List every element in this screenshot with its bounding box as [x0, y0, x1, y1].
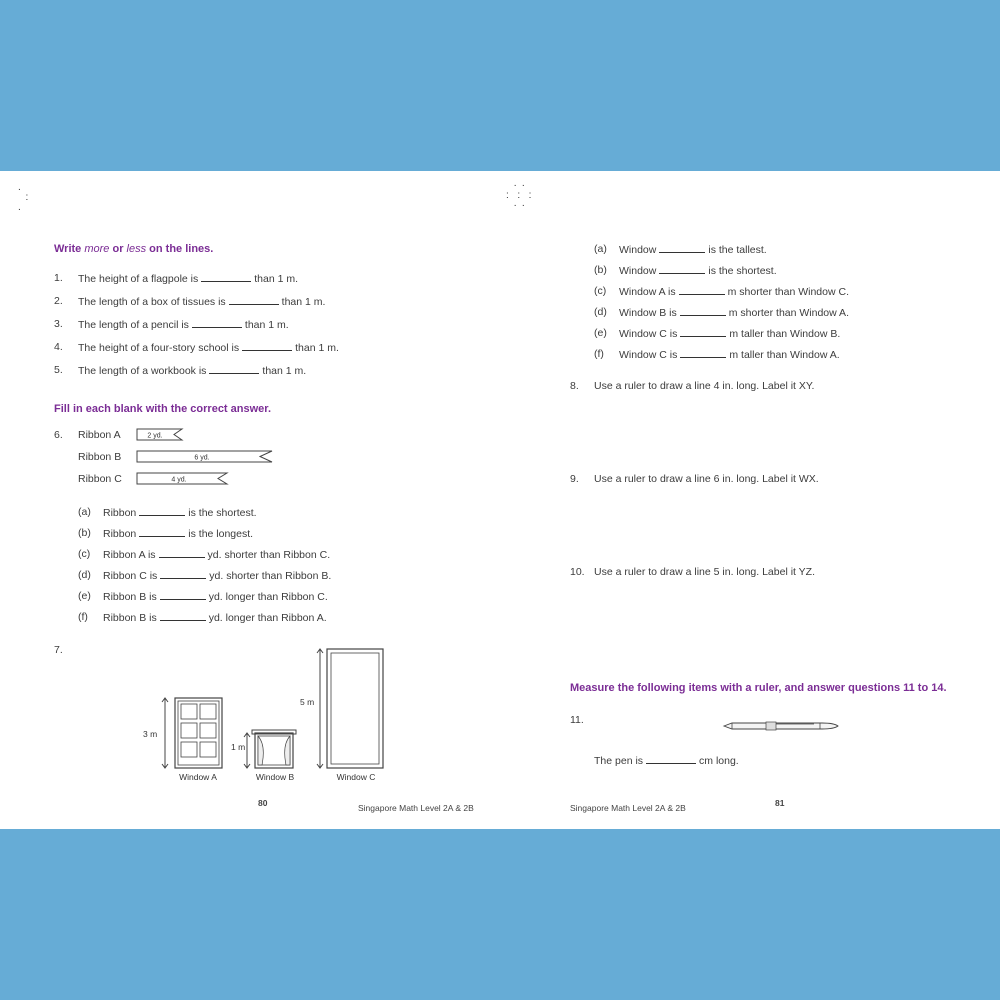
question-7a: [619, 243, 767, 256]
question-9-text: Use a ruler to draw a line 6 in. long. Label it WX.: [594, 473, 819, 485]
part-letter: (b): [78, 527, 91, 539]
question-number: 8.: [570, 380, 579, 392]
question-6a: [103, 506, 257, 519]
question-text: The pen is: [594, 755, 644, 767]
question-text: Ribbon B is: [103, 612, 157, 624]
question-6b: [103, 527, 253, 540]
window-c-height: 5 m: [300, 697, 315, 707]
windows-diagram: [130, 641, 400, 786]
window-b-label: Window B: [255, 772, 295, 782]
footer-title-left: Singapore Math Level 2A & 2B: [358, 803, 474, 813]
window-a-height: 3 m: [143, 729, 158, 739]
part-letter: (e): [594, 327, 607, 339]
answer-blank[interactable]: [160, 590, 206, 600]
question-number: 4.: [54, 341, 63, 353]
question-text: Window: [619, 265, 657, 277]
pen-icon: [722, 719, 840, 733]
answer-blank[interactable]: [139, 527, 185, 537]
question-10-text: Use a ruler to draw a line 5 in. long. Label it YZ.: [594, 566, 816, 578]
right-page: [500, 171, 1000, 829]
answer-blank[interactable]: [680, 348, 726, 358]
question-7f: [619, 348, 840, 361]
question-text: cm long.: [699, 755, 739, 767]
question-text: than 1 m.: [295, 342, 339, 354]
question-text: The height of a flagpole is: [78, 273, 199, 285]
question-text: is the tallest.: [708, 244, 767, 256]
question-6f: [103, 611, 327, 624]
window-a: [143, 698, 222, 782]
drawing-area-q8[interactable]: [594, 396, 974, 466]
question-text: yd. shorter than Ribbon B.: [209, 570, 332, 582]
heading-italic-less: less: [126, 243, 147, 255]
part-letter: (a): [78, 506, 91, 518]
question-number: 10.: [570, 566, 585, 578]
answer-blank[interactable]: [201, 272, 251, 282]
question-text: yd. longer than Ribbon C.: [208, 591, 328, 603]
question-6e: [103, 590, 328, 603]
window-c: [300, 649, 383, 782]
part-letter: (c): [78, 548, 91, 560]
question-text: Window: [619, 244, 657, 256]
question-text: The length of a box of tissues is: [78, 296, 226, 308]
part-letter: (e): [78, 590, 91, 602]
question-5: [78, 364, 306, 377]
question-text: is the shortest.: [188, 507, 257, 519]
question-text: than 1 m.: [262, 365, 307, 377]
question-number: 7.: [54, 644, 63, 656]
section-heading-measure: Measure the following items with a ruler, and answer questions 11 to 14.: [570, 682, 947, 694]
question-text: Window C is: [619, 349, 678, 361]
question-8-text: Use a ruler to draw a line 4 in. long. Label it XY.: [594, 380, 815, 392]
answer-blank[interactable]: [160, 569, 206, 579]
part-letter: (c): [594, 285, 607, 297]
page-corner-marks: · · : : : · ·: [506, 180, 533, 211]
answer-blank[interactable]: [646, 754, 696, 764]
answer-blank[interactable]: [192, 318, 242, 328]
question-text: m taller than Window A.: [729, 349, 840, 361]
ribbon-a-value: 2 yd.: [147, 432, 163, 440]
question-text: Window A is: [619, 286, 676, 298]
question-7b: [619, 264, 777, 277]
question-number: 9.: [570, 473, 579, 485]
question-text: is the longest.: [188, 528, 254, 540]
question-number: 5.: [54, 364, 63, 376]
ribbon-b-value: 6 yd.: [194, 454, 210, 462]
ribbon-c: [137, 473, 227, 484]
answer-blank[interactable]: [659, 264, 705, 274]
window-c-label: Window C: [336, 772, 376, 782]
question-text: Ribbon: [103, 507, 137, 519]
question-11: [594, 754, 739, 767]
question-6c: [103, 548, 330, 561]
question-number: 1.: [54, 272, 63, 284]
question-number: 6.: [54, 429, 63, 441]
question-number: 11.: [570, 714, 584, 726]
question-text: yd. shorter than Ribbon C.: [207, 549, 331, 561]
answer-blank[interactable]: [229, 295, 279, 305]
question-text: Ribbon C is: [103, 570, 158, 582]
page-corner-marks: . : .: [18, 182, 30, 213]
answer-blank[interactable]: [679, 285, 725, 295]
ribbon-b-label: Ribbon B: [78, 451, 122, 463]
question-text: than 1 m.: [244, 319, 289, 331]
ribbon-c-label: Ribbon C: [78, 473, 122, 485]
answer-blank[interactable]: [139, 506, 185, 516]
part-letter: (a): [594, 243, 607, 255]
answer-blank[interactable]: [159, 548, 205, 558]
question-text: The length of a workbook is: [78, 365, 207, 377]
workbook-spread: [0, 171, 1000, 829]
question-7d: [619, 306, 849, 319]
ribbon-b: [137, 451, 272, 462]
question-text: m shorter than Window C.: [727, 286, 849, 298]
part-letter: (f): [78, 611, 88, 623]
ribbon-a: [137, 429, 182, 440]
question-text: yd. longer than Ribbon A.: [208, 612, 327, 624]
question-text: Ribbon: [103, 528, 137, 540]
question-number: 3.: [54, 318, 63, 330]
question-text: Window C is: [619, 328, 678, 340]
window-b: [231, 730, 296, 782]
window-a-label: Window A: [179, 772, 217, 782]
question-text: The length of a pencil is: [78, 319, 189, 331]
left-page: [0, 171, 500, 829]
page-number-right: 81: [775, 798, 785, 808]
ribbon-a-label: Ribbon A: [78, 429, 121, 441]
question-number: 2.: [54, 295, 63, 307]
part-letter: (b): [594, 264, 607, 276]
question-1: [78, 272, 298, 285]
question-text: m taller than Window B.: [729, 328, 841, 340]
heading-italic-more: more: [84, 243, 110, 255]
question-6d: [103, 569, 331, 582]
answer-blank[interactable]: [242, 341, 292, 351]
question-7c: [619, 285, 849, 298]
answer-blank[interactable]: [160, 611, 206, 621]
question-text: is the shortest.: [708, 265, 777, 277]
footer-title-right: Singapore Math Level 2A & 2B: [570, 803, 686, 813]
question-text: Window B is: [619, 307, 677, 319]
question-2: [78, 295, 325, 308]
answer-blank[interactable]: [659, 243, 705, 253]
answer-blank[interactable]: [680, 327, 726, 337]
question-text: m shorter than Window A.: [728, 307, 849, 319]
part-letter: (f): [594, 348, 604, 360]
ribbons-diagram: [136, 427, 276, 489]
drawing-area-q9[interactable]: [594, 489, 974, 559]
heading-part: or: [109, 243, 127, 255]
question-7e: [619, 327, 840, 340]
question-4: [78, 341, 339, 354]
ribbon-c-value: 4 yd.: [171, 476, 187, 484]
heading-part: on the lines.: [146, 243, 214, 255]
question-text: The height of a four-story school is: [78, 342, 240, 354]
window-b-height: 1 m: [231, 742, 246, 752]
part-letter: (d): [78, 569, 91, 581]
question-3: [78, 318, 289, 331]
question-text: than 1 m.: [281, 296, 326, 308]
section-heading-more-less: [54, 243, 213, 255]
answer-blank[interactable]: [209, 364, 259, 374]
question-text: Ribbon B is: [103, 591, 157, 603]
question-text: than 1 m.: [254, 273, 299, 285]
question-text: Ribbon A is: [103, 549, 156, 561]
drawing-area-q10[interactable]: [594, 582, 974, 662]
heading-part: Write: [54, 243, 85, 255]
part-letter: (d): [594, 306, 607, 318]
answer-blank[interactable]: [680, 306, 726, 316]
section-heading-fill-blank: Fill in each blank with the correct answer.: [54, 403, 272, 415]
page-number-left: 80: [258, 798, 268, 808]
